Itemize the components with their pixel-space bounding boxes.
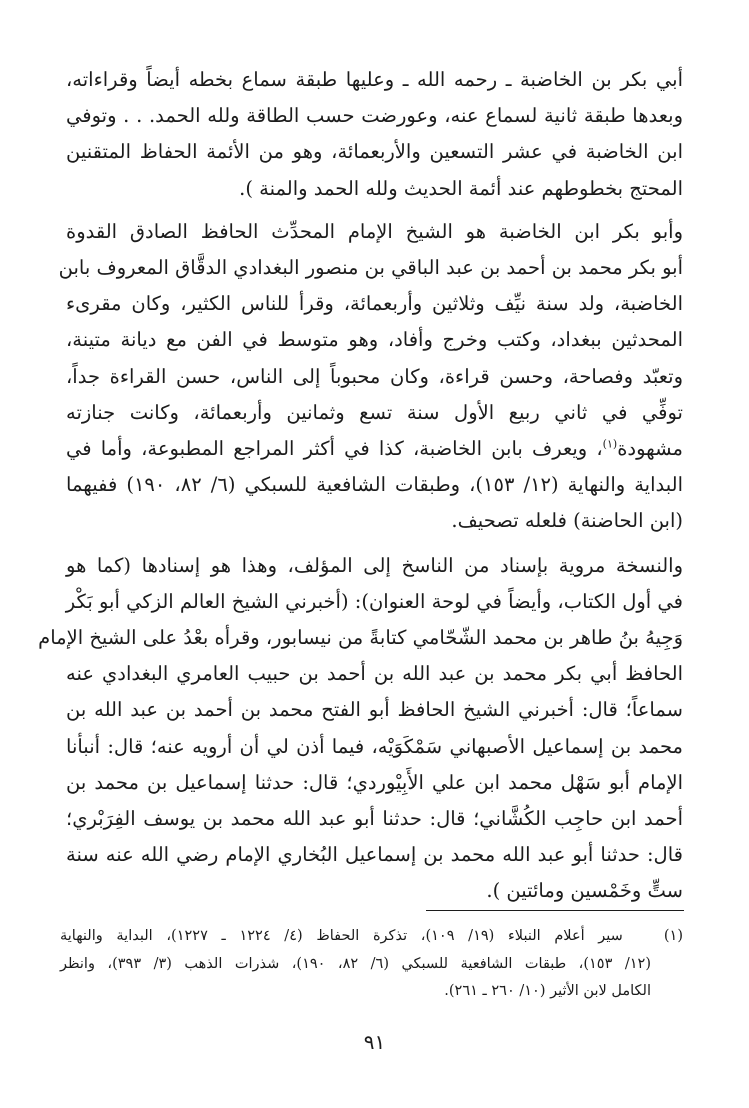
page-number: ٩١	[363, 1030, 386, 1054]
footnote-line	[60, 923, 683, 951]
text-line: أحمد ابن حاجِب الكُشَّاني؛ قال: حدثنا أبو عبد الله محمد بن يوسف الفِرَبْري؛	[66, 807, 683, 831]
text-line: سماعاً؛ قال: أخبرني الشيخ الحافظ أبو الفتح محمد بن أحمد بن عبد الله بن	[66, 698, 683, 722]
text-line: الحافظ أبي بكر محمد بن عبد الله بن أحمد بن حبيب العامري البغدادي عنه	[66, 662, 683, 686]
text-line: (ابن الحاضنة) فلعله تصحيف.	[451, 509, 683, 533]
footnotes	[60, 923, 683, 1006]
footnote-line: (١٢/ ١٥٣)، طبقات الشافعية للسبكي (٦/ ٨٢، ١٩٠)، شذرات الذهب (٣/ ٣٩٣)، وانظر	[60, 955, 651, 972]
text-line: محمد بن إسماعيل الأصبهاني سَمْكَوَيْه، فيما أذن لي أن أرويه عنه؛ قال: أنبأنا	[66, 734, 683, 758]
text-line: وأبو بكر ابن الخاضبة هو الشيخ الإمام المحدِّث الحافظ الصادق القدوة	[66, 219, 683, 243]
text-fragment: مشهودة	[617, 437, 683, 461]
text-line: ستٍّ وخَمْسين ومائتين ).	[486, 879, 683, 903]
footnote-divider	[426, 910, 684, 911]
footnote-reference[interactable]: (١)	[602, 437, 618, 451]
text-line: والنسخة مروية بإسناد من الناسخ إلى المؤلف، وهذا هو إسنادها (كما هو	[66, 553, 683, 577]
footnote-marker: (١)	[663, 928, 683, 944]
text-line: الخاضبة، ولد سنة نيِّف وثلاثين وأربعمائة، وقرأ للناس الكثير، وكان مقرىء	[66, 292, 683, 316]
text-line: وبعدها طبقة ثانية لسماع عنه، وعورضت حسب الطاقة ولله الحمد. . . وتوفي	[66, 104, 683, 128]
text-line: المحدثين ببغداد، وكتب وخرج وأفاد، وهو متوسط في الفن مع ديانة متينة،	[66, 328, 683, 352]
text-line: أبي بكر بن الخاضبة ـ رحمه الله ـ وعليها طبقة سماع بخطه أيضاً وقراءاته،	[66, 68, 683, 91]
paragraph-3	[38, 548, 683, 910]
footnote-text: سير أعلام النبلاء (١٩/ ١٠٩)، تذكرة الحفاظ (٤/ ١٢٢٤ ـ ١٢٢٧)، البداية والنهاية	[60, 928, 623, 944]
text-line: في أول الكتاب، وأيضاً في لوحة العنوان): (أخبرني الشيخ العالم الزكي أبو بَكْر	[65, 589, 683, 613]
text-line: ابن الخاضبة في عشر التسعين والأربعمائة، وهو من الأئمة الحفاظ المتقنين	[66, 140, 683, 164]
text-line	[66, 431, 683, 467]
text-line: وتعبّد وفصاحة، وحسن قراءة، وكان محبوباً إلى الناس، حسن القراءة جداً،	[66, 364, 683, 388]
paragraph-1	[66, 62, 683, 207]
text-line: توفِّي في ثاني ربيع الأول سنة تسع وثمانين وأربعمائة، وكانت جنازته	[66, 400, 683, 424]
text-line: قال: حدثنا أبو عبد الله محمد بن إسماعيل البُخاري الإمام رضي الله عنه سنة	[66, 843, 683, 867]
paragraph-2	[58, 214, 683, 540]
text-line: المحتج بخطوطهم عند أئمة الحديث ولله الحمد والمنة ).	[239, 176, 683, 200]
text-line: أبو بكر محمد بن أحمد بن عبد الباقي بن منصور البغدادي الدقَّاق المعروف بابن	[58, 256, 683, 280]
text-line: وَجِيهُ بنُ طاهر بن محمد الشّحّامي كتابةً من نيسابور، وقرأه بعْدُ على الشيخ الإمام	[38, 626, 683, 650]
footnote-line: الكامل لابن الأثير (١٠/ ٢٦٠ ـ ٢٦١).	[444, 983, 651, 999]
text-fragment: ، ويعرف بابن الخاضبة، كذا في أكثر المراجع المطبوعة، وأما في	[66, 437, 603, 461]
text-line: الإمام أبو سَهْل محمد ابن علي الأَبِيْوردي؛ قال: حدثنا إسماعيل بن محمد بن	[66, 770, 683, 794]
text-line: البداية والنهاية (١٢/ ١٥٣)، وطبقات الشافعية للسبكي (٦/ ٨٢، ١٩٠) ففيهما	[66, 473, 683, 497]
